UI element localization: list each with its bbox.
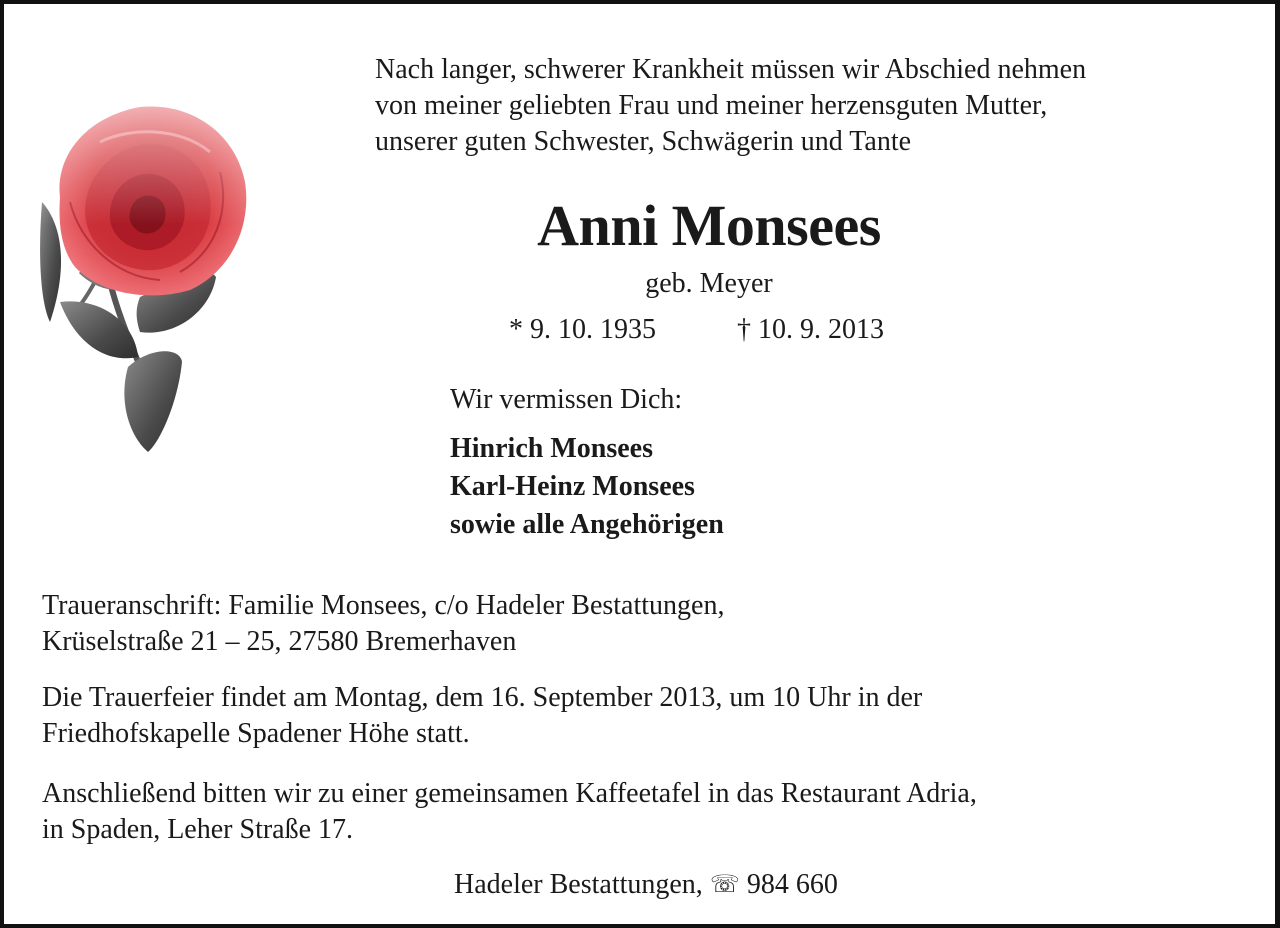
service-line: Die Trauerfeier findet am Montag, dem 16. September 2013, um 10 Uhr in der [42,682,923,713]
address-line: Krüselstraße 21 – 25, 27580 Bremerhaven [42,626,517,657]
coffee-gathering-info [42,776,1242,848]
funeral-home-contact [454,866,838,903]
deceased-name: Anni Monsees [537,193,881,258]
rose-image [40,102,254,454]
funeral-service-info [42,680,1242,752]
birth-date: * 9. 10. 1935 [509,314,656,345]
coffee-line: Anschließend bitten wir zu einer gemeinsamen Kaffeetafel in das Restaurant Adria, [42,778,977,809]
intro-line: unserer guten Schwester, Schwägerin und Tante [375,126,912,157]
funeral-home-phone: 984 660 [746,869,838,900]
mourner-name: sowie alle Angehörigen [450,509,724,540]
address-line: Traueranschrift: Familie Monsees, c/o Hadeler Bestattungen, [42,590,725,621]
mourners-list [450,430,724,544]
service-line: Friedhofskapelle Spadener Höhe statt. [42,718,470,749]
telephone-icon: ☏ [709,870,740,898]
mourners-heading: Wir vermissen Dich: [450,384,683,415]
mourner-name: Hinrich Monsees [450,433,653,464]
intro-line: Nach langer, schwerer Krankheit müssen wir Abschied nehmen [375,54,1087,85]
death-date: † 10. 9. 2013 [737,314,884,345]
funeral-home-name: Hadeler Bestattungen, [454,869,703,900]
mourning-address [42,588,1242,660]
mourner-name: Karl-Heinz Monsees [450,471,695,502]
intro-line: von meiner geliebten Frau und meiner herzensguten Mutter, [375,90,1048,121]
intro-text [375,52,1255,160]
maiden-name: geb. Meyer [645,268,773,299]
coffee-line: in Spaden, Leher Straße 17. [42,814,354,845]
